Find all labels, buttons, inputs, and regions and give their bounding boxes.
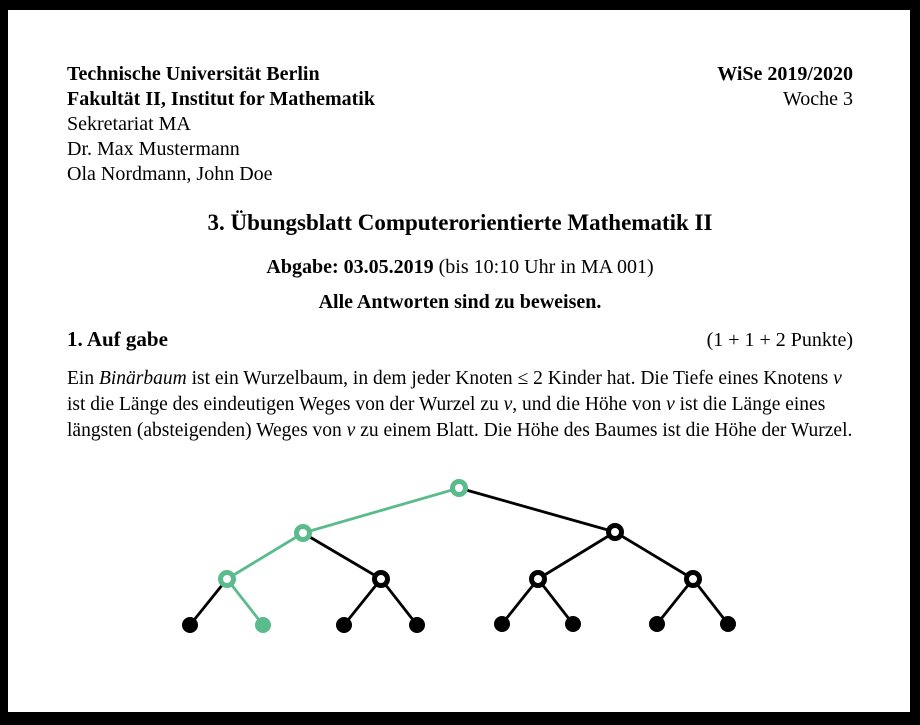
tree-node-internal bbox=[453, 482, 466, 495]
page-content bbox=[8, 10, 910, 645]
tree-node-leaf bbox=[409, 617, 425, 633]
submission-details: (bis 10:10 Uhr in MA 001) bbox=[433, 256, 654, 278]
task-heading-row bbox=[67, 326, 853, 353]
tree-node-internal bbox=[687, 573, 700, 586]
tree-node-leaf bbox=[649, 616, 665, 632]
submission-line bbox=[67, 254, 853, 280]
text-segment: ist die Länge des eindeutigen Weges von der Wurzel zu bbox=[67, 394, 504, 415]
header bbox=[67, 62, 853, 187]
tree-edge bbox=[459, 488, 615, 532]
tree-node-leaf bbox=[494, 616, 510, 632]
binary-tree-svg bbox=[8, 455, 910, 645]
text-segment: Ein bbox=[67, 368, 99, 389]
lecturer-line: Dr. Max Mustermann bbox=[67, 138, 240, 160]
task-number-label: 1. Auf gabe bbox=[67, 327, 168, 351]
text-segment: ist die Länge eines längsten (absteigenden) Weges von bbox=[67, 394, 826, 441]
math-var-v: v bbox=[503, 394, 513, 415]
math-var-v: v bbox=[346, 420, 356, 441]
tree-edge bbox=[538, 532, 615, 579]
term-binaerbaum: Binärbaum bbox=[98, 368, 187, 389]
tree-node-internal bbox=[375, 573, 388, 586]
header-left-block bbox=[67, 62, 375, 187]
tree-node-internal bbox=[221, 573, 234, 586]
task-description bbox=[67, 366, 853, 444]
submission-deadline: Abgabe: 03.05.2019 bbox=[266, 256, 434, 278]
tree-edge bbox=[303, 533, 381, 579]
tree-edge bbox=[227, 533, 303, 579]
document-page bbox=[8, 10, 910, 712]
week-line: Woche 3 bbox=[782, 88, 853, 110]
assistants-line: Ola Nordmann, John Doe bbox=[67, 163, 273, 185]
tree-edge bbox=[615, 532, 693, 579]
tree-edge bbox=[303, 488, 459, 533]
binary-tree-figure bbox=[8, 455, 910, 645]
header-right-block bbox=[717, 62, 853, 112]
tree-node-internal bbox=[532, 573, 545, 586]
university-name: Technische Universität Berlin bbox=[67, 63, 320, 85]
math-var-v: v bbox=[666, 394, 675, 415]
tree-node-leaf bbox=[255, 617, 271, 633]
math-var-v: v bbox=[833, 368, 842, 389]
tree-node-leaf bbox=[720, 616, 736, 632]
text-segment: , und die Höhe von bbox=[512, 394, 667, 415]
tree-node-internal bbox=[297, 527, 310, 540]
text-segment: zu einem Blatt. Die Höhe des Baumes ist die Höhe der Wurzel. bbox=[355, 420, 853, 441]
text-segment: ist ein Wurzelbaum, in dem jeder Knoten ≤ 2 Kinder hat. Die Tiefe eines Knotens bbox=[186, 368, 834, 389]
task-points: (1 + 1 + 2 Punkte) bbox=[706, 329, 853, 351]
sheet-title: 3. Übungsblatt Computerorientierte Mathematik II bbox=[207, 210, 713, 235]
tree-node-leaf bbox=[336, 617, 352, 633]
tree-node-leaf bbox=[182, 617, 198, 633]
semester-line: WiSe 2019/2020 bbox=[717, 63, 853, 85]
tree-node-leaf bbox=[565, 616, 581, 632]
proof-notice: Alle Antworten sind zu beweisen. bbox=[318, 291, 602, 313]
tree-node-internal bbox=[609, 526, 622, 539]
secretariat-line: Sekretariat MA bbox=[67, 113, 191, 135]
faculty-name: Fakultät II, Institut for Mathematik bbox=[67, 88, 375, 110]
